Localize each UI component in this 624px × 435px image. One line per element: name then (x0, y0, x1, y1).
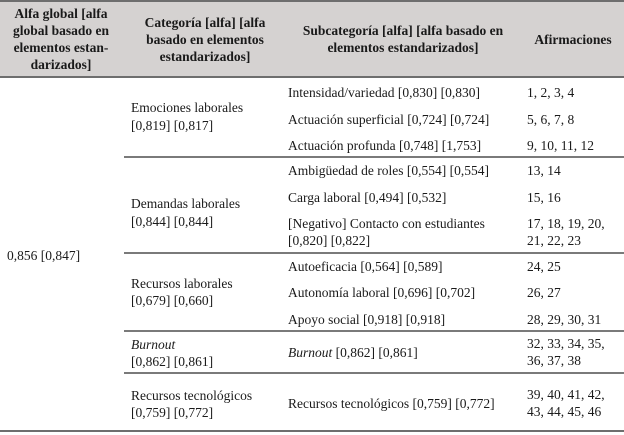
group-divider (124, 330, 624, 332)
header-text: global basado en (12, 23, 110, 38)
category-values: [0,679] [0,660] (131, 293, 214, 308)
subcategory: [0,820] [0,822] (288, 233, 371, 248)
category-name: Recursos tecnológicos (131, 388, 253, 403)
statements: 5, 6, 7, 8 (527, 112, 575, 127)
header-text: darizados] (30, 57, 92, 72)
statements: 9, 10, 11, 12 (527, 138, 594, 153)
statements: 28, 29, 30, 31 (527, 312, 602, 327)
category-name: Emociones laborales (131, 100, 244, 115)
statements: 13, 14 (527, 163, 561, 178)
group-divider (124, 252, 624, 254)
statements: 21, 22, 23 (527, 233, 581, 248)
statements: 36, 37, 38 (527, 353, 581, 368)
statements: 32, 33, 34, 35, (527, 336, 605, 351)
subcategory: Carga laboral [0,494] [0,532] (288, 190, 447, 205)
table-bottom-rule (0, 430, 624, 432)
category-name: Recursos laborales (131, 276, 233, 291)
header-statements (522, 2, 624, 76)
header-text: basado en elementos (146, 31, 264, 47)
statements: 17, 18, 19, 20, (527, 216, 605, 231)
category-name-italic: Burnout (131, 337, 176, 352)
category-name (131, 336, 175, 353)
subcategory: Actuación superficial [0,724] [0,724] (288, 112, 490, 127)
subcategory: Ambigüedad de roles [0,554] [0,554] (288, 163, 489, 178)
category-values: [0,819] [0,817] (131, 118, 214, 133)
header-text: Afirmaciones (534, 31, 612, 47)
header-text: elementos estandarizados] (327, 40, 479, 55)
header-subcategory (288, 2, 518, 76)
global-alpha-value: 0,856 [0,847] (7, 248, 81, 263)
header-global-alpha (0, 2, 122, 76)
subcategory: Intensidad/variedad [0,830] [0,830] (288, 85, 480, 100)
statements: 39, 40, 41, 42, (527, 387, 605, 402)
subcategory: Autoeficacia [0,564] [0,589] (288, 259, 443, 274)
group-divider (124, 372, 624, 374)
header-category (124, 2, 286, 76)
category-values: [0,844] [0,844] (131, 214, 214, 229)
header-text: estandarizados] (159, 48, 251, 64)
subcategory (288, 344, 418, 361)
subcategory: Recursos tecnológicos [0,759] [0,772] (288, 396, 495, 411)
header-text: Categoría [alfa] [alfa (144, 14, 266, 30)
statements: 1, 2, 3, 4 (527, 85, 575, 100)
category-name: Demandas laborales (131, 196, 241, 211)
statements: 24, 25 (527, 259, 561, 274)
statements: 43, 44, 45, 46 (527, 404, 602, 419)
subcategory: Actuación profunda [0,748] [1,753] (288, 138, 482, 153)
header-text: elementos estan- (13, 40, 109, 55)
subcategory-italic: Burnout (288, 345, 333, 360)
header-text: Alfa global [alfa (14, 6, 108, 21)
statements: 15, 16 (527, 190, 561, 205)
subcategory: [Negativo] Contacto con estudiantes (288, 216, 485, 231)
header-text: Subcategoría [alfa] [alfa basado en (302, 23, 504, 38)
subcategory: Apoyo social [0,918] [0,918] (288, 312, 446, 327)
statements: 26, 27 (527, 285, 561, 300)
category-values: [0,759] [0,772] (131, 405, 214, 420)
group-divider (124, 156, 624, 158)
subcategory-values: [0,862] [0,861] (332, 345, 418, 360)
category-values: [0,862] [0,861] (131, 354, 214, 369)
subcategory: Autonomía laboral [0,696] [0,702] (288, 285, 476, 300)
